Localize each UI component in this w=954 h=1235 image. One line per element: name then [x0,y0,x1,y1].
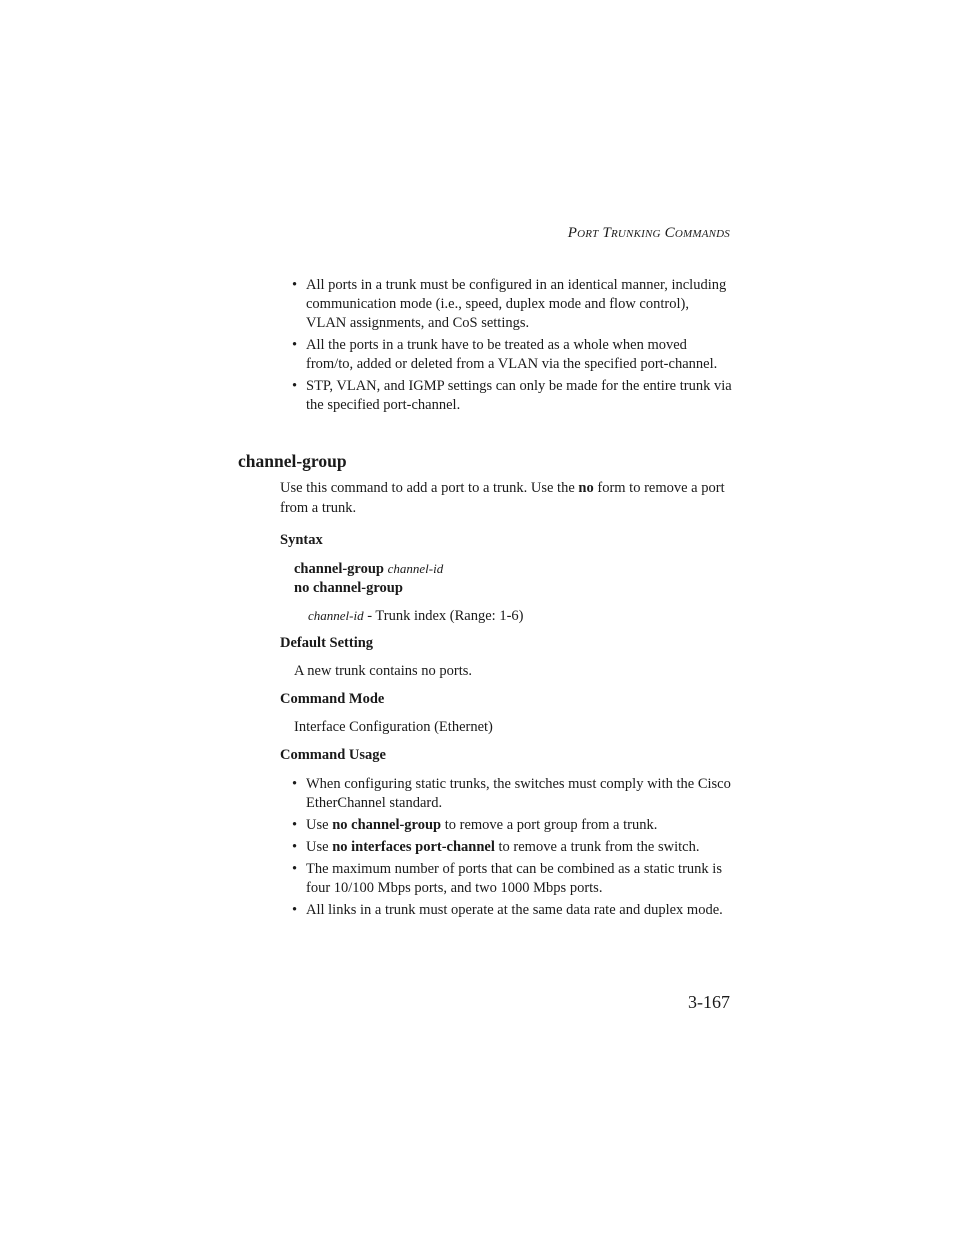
syntax-heading: Syntax [280,532,323,548]
list-item-text: Use [306,839,333,855]
description-bold: no [578,480,594,496]
parameter-text: - Trunk index (Range: 1-6) [363,608,524,624]
list-item-text: to remove a port group from a trunk. [441,817,658,833]
command-mode-text: Interface Configuration (Ethernet) [294,719,493,735]
list-item: • When configuring static trunks, the switches must comply with the Cisco EtherChannel standard. [292,775,732,813]
page-number: 3-167 [688,992,730,1012]
list-item: • The maximum number of ports that can be combined as a static trunk is four 10/100 Mbps ports, and two 1000 Mbps ports. [292,860,732,898]
list-item: • All the ports in a trunk have to be treated as a whole when moved from/to, added or deleted from a VLAN via the specified port-channel. [292,336,732,374]
running-header: Port Trunking Commands [567,225,730,241]
syntax-line-1 [294,559,443,579]
list-item: • All ports in a trunk must be configured in an identical manner, including communication mode (i.e., speed, duplex mode and flow control), VLAN assignments, and CoS settings. [292,276,732,333]
list-item-bold: no interfaces port-channel [332,839,495,855]
list-item-text: to remove a trunk from the switch. [494,839,700,855]
section-description [280,478,732,518]
description-text: form to remove a port from a trunk. [280,480,725,516]
intro-bullet-list [292,276,732,418]
default-setting-heading: Default Setting [280,635,374,651]
list-item: • STP, VLAN, and IGMP settings can only be made for the entire trunk via the specified port-channel. [292,377,732,415]
syntax-line-2 [294,579,403,598]
syntax-parameter: channel-id [387,561,444,576]
section-title: channel-group [238,451,347,471]
list-item-text: Use [306,817,333,833]
description-text: Use this command to add a port to a trunk. Use the [280,480,579,496]
list-item: • All links in a trunk must operate at the same data rate and duplex mode. [292,901,732,920]
list-item [292,816,732,835]
list-item-bold: no channel-group [332,817,442,833]
command-mode-heading: Command Mode [280,691,385,707]
usage-bullet-list [292,775,732,923]
parameter-name: channel-id [308,608,364,623]
list-item [292,838,732,857]
default-setting-text: A new trunk contains no ports. [294,663,473,679]
syntax-command: no channel-group [294,580,403,596]
command-usage-heading: Command Usage [280,747,386,763]
syntax-command: channel-group [294,561,384,577]
parameter-description [308,606,523,626]
